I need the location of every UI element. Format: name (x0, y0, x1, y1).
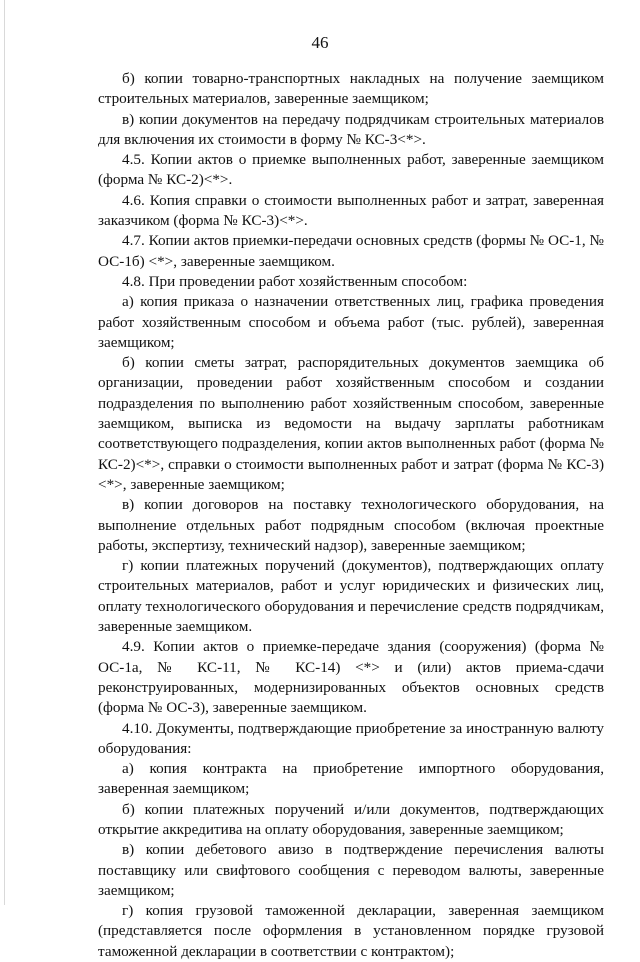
paragraph: 4.6. Копия справки о стоимости выполненных работ и затрат, заверенная заказчиком (форма № КС-3)<*>. (98, 191, 604, 230)
paragraph: 4.10. Документы, подтверждающие приобретение за иностранную валюту оборудования: (98, 719, 604, 757)
paragraph: а) копия контракта на приобретение импортного оборудования, заверенная заемщиком; (98, 760, 604, 798)
paragraph: б) копии сметы затрат, распорядительных документов заемщика об организации, проведении работ хозяйственным способом и создании подразделения по выполнению работ хозяйственным способом, заверенные заемщиком, выписка из ведомости на выдачу зарплаты работникам соответствующего подразделения, копии актов выполненных работ (форма № КС-2)<*>, справки о стоимости выполненных работ и затрат (форма № КС-3)<*>, заверенные заемщиком; (98, 354, 604, 493)
paragraph: 4.7. Копии актов приемки-передачи основных средств (формы № ОС-1, № ОС-1б) <*>, заверенные заемщиком. (98, 232, 604, 270)
page-number: 46 (311, 33, 329, 52)
paragraph: в) копии договоров на поставку технологического оборудования, на выполнение отдельных работ подрядным способом (включая проектные работы, экспертизу, технический надзор), заверенные заемщиком; (98, 496, 604, 554)
paragraph: в) копии дебетового авизо в подтверждение перечисления валюты поставщику или свифтового сообщения с переводом валюты, заверенные заемщиком; (98, 841, 604, 899)
page-edge-line (4, 0, 5, 905)
paragraph: 4.8. При проведении работ хозяйственным способом: (122, 272, 468, 290)
paragraph: а) копия приказа о назначении ответственных лиц, графика проведения работ хозяйственным способом и объема работ (тыс. рублей), заверенная заемщиком; (98, 293, 604, 351)
paragraph: 4.5. Копии актов о приемке выполненных работ, заверенные заемщиком (форма № КС-2)<*>. (98, 151, 604, 189)
paragraph: б) копии товарно-транспортных накладных на получение заемщиком строительных материалов, заверенные заемщиком; (98, 70, 604, 108)
paragraph: 4.9. Копии актов о приемке-передаче здания (сооружения) (форма № ОС-1а, № КС-11, № КС-14) <*> и (или) актов приема-сдачи реконструированных, модернизированных объектов основных средств (форма № ОС-3), заверенные заемщиком. (98, 638, 604, 717)
paragraph: г) копия грузовой таможенной декларации, заверенная заемщиком (представляется после оформления в установленном порядке грузовой таможенной декларации в соответствии с контрактом); (98, 902, 604, 960)
paragraph: г) копии платежных поручений (документов), подтверждающих оплату строительных материалов, работ и услуг юридических и физических лиц, оплату технологического оборудования и перечисление средств подрядчикам, заверенные заемщиком. (98, 557, 604, 636)
document-body (98, 69, 604, 962)
paragraph: в) копии документов на передачу подрядчикам строительных материалов для включения их стоимости в форму № КС-3<*>. (98, 110, 604, 148)
paragraph: б) копии платежных поручений и/или документов, подтверждающих открытие аккредитива на оплату оборудования, заверенные заемщиком; (98, 800, 604, 838)
